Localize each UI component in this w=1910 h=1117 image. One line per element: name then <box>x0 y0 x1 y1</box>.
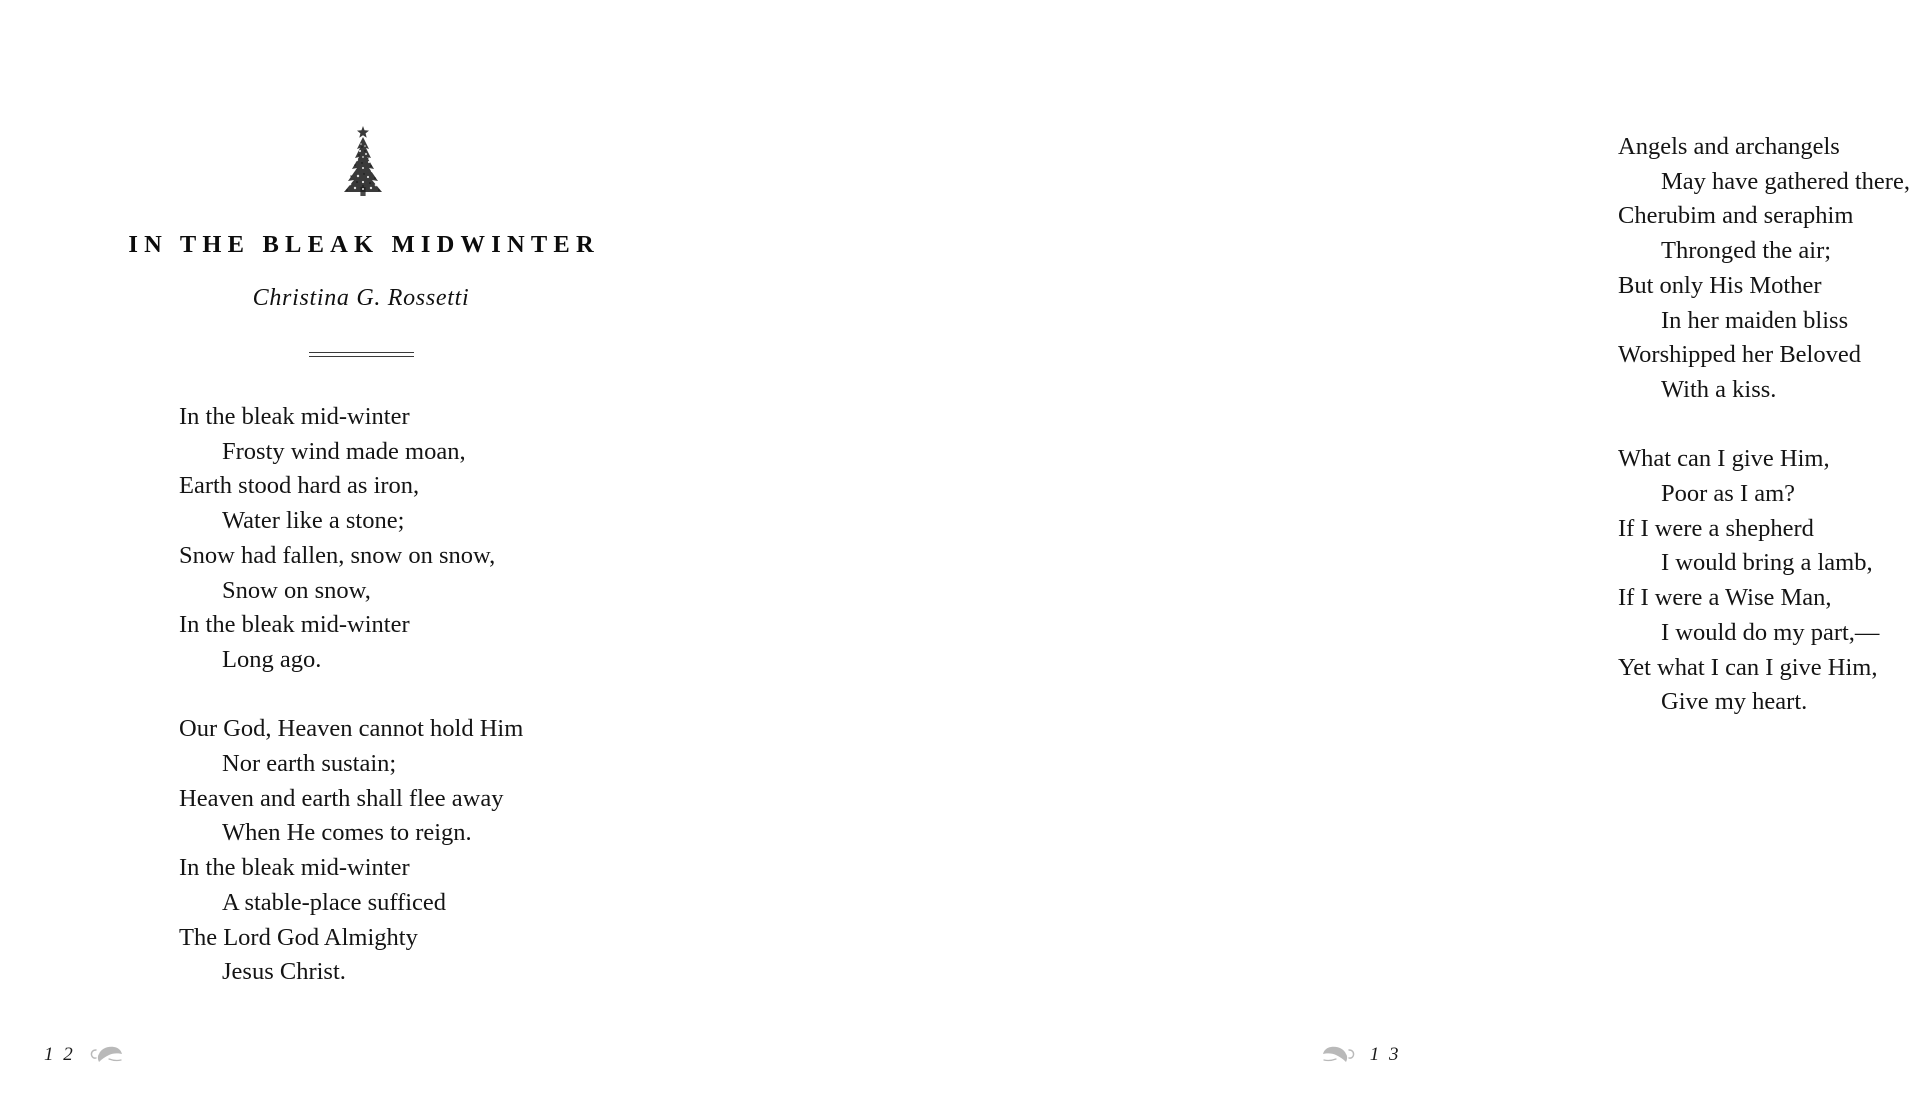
poem-line: Nor earth sustain; <box>222 750 397 778</box>
poem-line: Cherubim and seraphim <box>1618 202 1854 230</box>
left-page <box>0 0 722 1117</box>
double-rule-divider <box>309 352 414 357</box>
poem-line: In the bleak mid-winter <box>179 854 410 882</box>
poem-line: Frosty wind made moan, <box>222 437 466 465</box>
poem-line: If I were a shepherd <box>1618 514 1814 542</box>
poem-line: May have gathered there, <box>1661 167 1910 195</box>
poem-line: Snow had fallen, snow on snow, <box>179 541 496 569</box>
poem-line: Worshipped her Beloved <box>1618 341 1861 369</box>
right-page <box>722 0 1910 1117</box>
poem-line: Jesus Christ. <box>222 958 346 986</box>
page-number: 1 3 <box>1369 1043 1401 1065</box>
poem-line: A stable-place sufficed <box>222 888 447 916</box>
poem-line: I would do my part,— <box>1661 618 1880 646</box>
stanza <box>179 712 523 990</box>
poem-line: If I were a Wise Man, <box>1618 584 1832 612</box>
poem-line: But only His Mother <box>1618 271 1822 299</box>
poem-line: Snow on snow, <box>222 576 371 604</box>
poem-author: Christina G. Rossetti <box>252 285 470 311</box>
poem-line: Heaven and earth shall flee away <box>179 784 504 812</box>
poem-line: Water like a stone; <box>222 507 405 535</box>
poem-line: I would bring a lamb, <box>1661 549 1873 577</box>
poem-line: Angels and archangels <box>1618 133 1840 160</box>
poem-line: Long ago. <box>222 645 322 673</box>
stanza <box>1618 442 1910 720</box>
leaf-flourish-icon <box>1320 1041 1358 1067</box>
poem-line: The Lord God Almighty <box>179 923 418 951</box>
poem-line: What can I give Him, <box>1618 445 1830 473</box>
page-number: 1 2 <box>44 1043 76 1065</box>
leaf-flourish-icon <box>87 1041 125 1067</box>
christmas-tree-icon <box>324 124 402 200</box>
left-page-footer <box>44 1039 125 1069</box>
poem-line: When He comes to reign. <box>222 819 472 847</box>
poem-line: Thronged the air; <box>1661 237 1832 265</box>
right-page-footer <box>1320 1039 1401 1069</box>
poem-line: Earth stood hard as iron, <box>179 472 420 500</box>
divider-rule-top <box>309 352 414 353</box>
poem-line: With a kiss. <box>1661 375 1777 403</box>
page-title: IN THE BLEAK MIDWINTER <box>128 231 600 258</box>
poem-line: In the bleak mid-winter <box>179 403 410 430</box>
poem-line: Our God, Heaven cannot hold Him <box>179 715 524 743</box>
poem-line: Poor as I am? <box>1661 480 1796 508</box>
divider-rule-bottom <box>309 356 414 357</box>
poem-line: Give my heart. <box>1661 688 1808 716</box>
stanza <box>1618 130 1910 408</box>
left-poem-body <box>179 400 523 990</box>
right-poem-body <box>1618 130 1910 720</box>
stanza <box>179 400 523 678</box>
poem-line: Yet what I can I give Him, <box>1618 653 1878 681</box>
poem-line: In the bleak mid-winter <box>179 611 410 639</box>
poem-line: In her maiden bliss <box>1661 306 1849 334</box>
